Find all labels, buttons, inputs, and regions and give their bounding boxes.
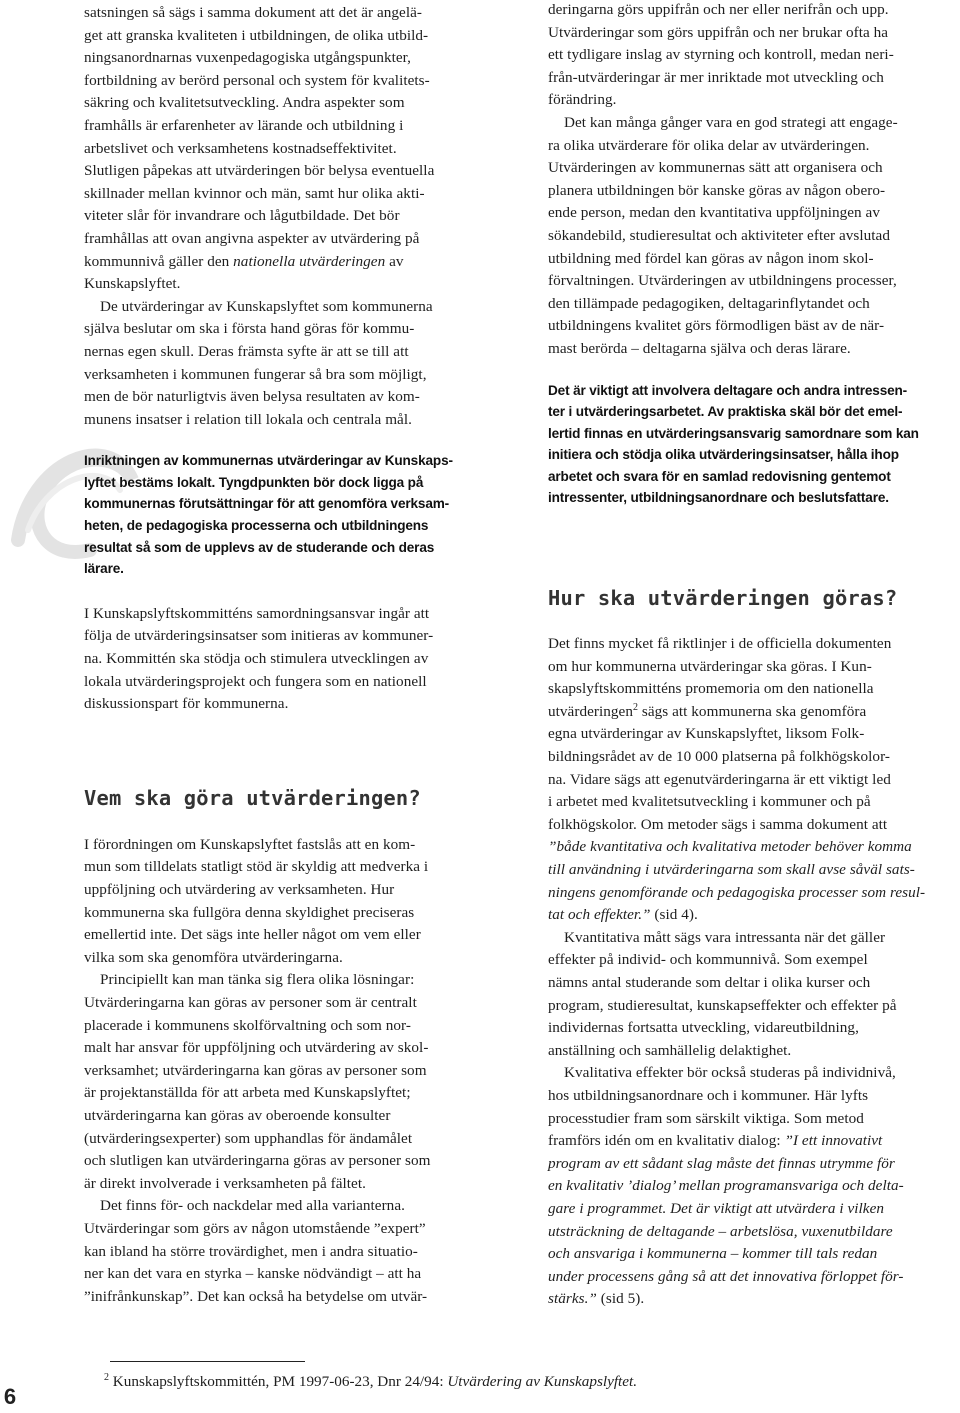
text-line: ner kan det vara en styrka – kanske nödvändigt – att ha (84, 1265, 422, 1283)
paragraph-committee-responsibility (84, 603, 494, 716)
text-line: utbildningens kvalitet görs förmodligen bäst av de när- (548, 317, 885, 335)
text-line: Utvärderingar som görs av någon utomstående ”expert” (84, 1219, 426, 1237)
text-line: program, studieresultat, kunskapseffekter och effekter på (548, 996, 897, 1014)
quote-line (548, 1153, 960, 1176)
section-heading-who: Vem ska göra utvärderingen? (84, 785, 421, 810)
text-span: framförs idén om en kvalitativ dialog: (548, 1132, 785, 1150)
text-line: Det finns för- och nackdelar med alla varianterna. (100, 1197, 405, 1215)
text-line: viteter slår för invandrare och lågutbildade. Det bör (84, 207, 400, 225)
italic-quote: program av ett sådant slag måste det finnas utrymme för (548, 1154, 895, 1172)
text-line: individernas fortsatta utveckling, vidareutbildning, (548, 1019, 859, 1037)
quote-line (548, 904, 960, 927)
text-line (84, 251, 494, 274)
text-line: utvärderingarna kan göras av oberoende konsulter (84, 1106, 391, 1124)
text-line (548, 701, 960, 724)
quote-line (548, 882, 960, 905)
italic-quote: stärks.” (548, 1290, 597, 1308)
footnote-number: 2 (104, 1372, 109, 1383)
text-line: Principiellt kan man tänka sig flera olika lösningar: (100, 971, 415, 989)
text-line: ende person, medan den kvantitativa uppföljningen av (548, 204, 880, 222)
highlight-box-involvement (548, 380, 960, 510)
text-line: vilka som ska genomföra utvärderingarna. (84, 948, 343, 966)
text-line: från-utvärderingar är mer inriktade mot utveckling och (548, 68, 884, 86)
text-line: effekter på individ- och kommunnivå. Som exempel (548, 951, 868, 969)
text-line: ra olika utvärderare för olika delar av utvärderingen. (548, 136, 870, 154)
text-line: Utvärderingarna kan göras av personer som är centralt (84, 993, 417, 1011)
section-heading-how: Hur ska utvärderingen göras? (548, 586, 898, 611)
text-line: uppföljning och utvärdering av verksamheten. Hur (84, 881, 395, 898)
text-line: förvaltningen. Utvärderingen av utbildningens processer, (548, 272, 897, 290)
text-line: arbetslivet och verksamhetens kostnadseffektivitet. (84, 139, 397, 157)
text-span: utvärderingen (548, 702, 633, 720)
text-line: Utvärderingen av kommunernas sätt att organisera och (548, 159, 883, 177)
bold-line: resultat så som de upplevs av de studerande och deras (84, 539, 435, 555)
text-line: verksamhet; utvärderingarna kan göras av personer som (84, 1061, 427, 1079)
citation: (sid 4). (650, 906, 698, 924)
footnote-ref: 2 (633, 701, 639, 713)
text-line: utbildning med fördel kan göras av någon inom skol- (548, 249, 874, 267)
bold-line: arbetet och svara för en samlad redovisning gentemot (548, 468, 891, 484)
italic-quote: under processens gång så att det innovativa förloppet för- (548, 1267, 904, 1285)
text-line: Slutligen påpekas att utvärderingen bör belysa eventuella (84, 162, 435, 180)
text-line: bildningsrådet av de 10 000 platserna på folkhögskolor- (548, 748, 890, 766)
italic-quote: utsträckning de deltagande – arbetslösa, vuxenutbildare (548, 1222, 893, 1240)
highlight-box-direction (84, 450, 494, 580)
text-line: folkhögskolor. Om metoder sägs i samma dokument att (548, 815, 888, 833)
paragraph-solutions (84, 969, 494, 1195)
quote-line (548, 1198, 960, 1221)
text-line: deringarna görs uppifrån och ner eller nerifrån och upp. (548, 1, 889, 18)
italic-quote: till användning i utvärderingarna som skall avse såväl sats- (548, 861, 915, 878)
bold-line: kommunernas förutsättningar för att genomföra verksam- (84, 496, 450, 512)
text-line: kan ibland ha större trovärdighet, men i andra situatio- (84, 1242, 418, 1260)
paragraph-top-down (548, 0, 960, 112)
text-line: skapslyftskommitténs promemoria om den nationella (548, 680, 874, 698)
text-line: själva beslutar om ska i första hand göras för kommu- (84, 320, 415, 338)
bold-line: heten, de pedagogiska processerna och utbildningens (84, 518, 429, 534)
text-line: Kvalitativa effekter bör också studeras på individnivå, (564, 1064, 896, 1082)
quote-line (548, 1288, 960, 1311)
text-line: satsningen så sägs i samma dokument att det är angelä- (84, 4, 422, 21)
page-number: 6 (3, 1384, 17, 1409)
text-line: och slutligen kan utvärderingarna göras av personer som (84, 1152, 431, 1170)
text-line: nämns antal studerande som deltar i olika kurser och (548, 973, 871, 991)
text-line: mast berörda – deltagarna själva och deras lärare. (548, 339, 851, 357)
text-line: ningsanordnarnas vuxenpedagogiska utgångspunkter, (84, 49, 412, 67)
text-line: Det kan många gånger vara en god strategi att engage- (564, 113, 898, 131)
text-line (548, 1130, 960, 1153)
quote-line (548, 1243, 960, 1266)
italic-quote: tat och effekter.” (548, 906, 651, 924)
italic-quote: ”både kvantitativa och kvalitativa metoder behöver komma (548, 838, 912, 856)
text-line: framhållas att ovan angivna aspekter av utvärdering på (84, 229, 420, 247)
text-line: get att granska kvaliteten i utbildningen, de olika utbild- (84, 26, 429, 44)
text-line: mun som tilldelats statligt stöd är skyldig att medverka i (84, 858, 429, 876)
footnote (104, 1370, 637, 1394)
text-line: I förordningen om Kunskapslyftet fastslås att en kom- (84, 835, 416, 853)
text-line: fortbildning av berörd personal och system för kvalitets- (84, 71, 430, 89)
text-span: sägs att kommunerna ska genomföra (638, 702, 867, 720)
text-line: planera utbildningen bör kanske göras av någon obero- (548, 181, 886, 199)
paragraph-guidelines (548, 633, 960, 927)
text-line: I Kunskapslyftskommitténs samordningsansvar ingår att (84, 604, 430, 622)
text-line: munens insatser i relation till lokala och centrala mål. (84, 410, 412, 428)
text-line: Det finns mycket få riktlinjer i de officiella dokumenten (548, 635, 892, 653)
text-line: Utvärderingar som görs uppifrån och ner brukar ofta ha (548, 23, 889, 41)
right-column (548, 0, 960, 1311)
text-line: processtudier fram som särskilt viktiga. Som metod (548, 1109, 864, 1127)
text-line: hos utbildningsanordnare och i kommuner. Här lyfts (548, 1086, 869, 1104)
quote-line (548, 1175, 960, 1198)
text-line: förändring. (548, 91, 617, 109)
text-line: är direkt involverade i verksamheten på fältet. (84, 1174, 366, 1192)
intro-paragraph (84, 2, 494, 296)
text-line: placerade i kommunens skolförvaltning och som nor- (84, 1016, 411, 1034)
text-line: Kvantitativa mått sägs vara intressanta när det gäller (564, 928, 886, 946)
bold-line: initiera och stödja olika utvärderingsinsatser, hålla ihop (548, 447, 899, 463)
text-line: diskussionspart för kommunerna. (84, 695, 289, 713)
footnote-divider (110, 1361, 305, 1362)
italic-quote: ningens genomförande och pedagogiska processer som resul- (548, 883, 926, 901)
text-line: säkring och kvalitetsutveckling. Andra aspekter som (84, 94, 405, 112)
bold-line: lärare. (84, 561, 124, 577)
text-line: na. Vidare sägs att egenutvärderingarna är ett viktigt led (548, 770, 891, 788)
quote-line (548, 836, 960, 859)
italic-term: nationella utvärderingen (233, 252, 386, 270)
text-line: lokala utvärderingsprojekt och fungera som en nationell (84, 672, 427, 690)
paragraph-local-evaluations (84, 296, 494, 432)
quote-line (548, 1266, 960, 1289)
text-line: De utvärderingar av Kunskapslyftet som kommunerna (100, 297, 433, 315)
text-line: Kunskapslyftet. (84, 275, 181, 293)
text-span: kommunnivå gäller den (84, 252, 234, 270)
text-span: av (385, 252, 404, 270)
text-line: (utvärderingsexperter) som upphandlas för ändamålet (84, 1129, 413, 1147)
left-column (84, 0, 494, 1308)
citation: (sid 5). (596, 1290, 645, 1308)
text-line: ”inifrånkunskap”. Det kan också ha betydelse om utvär- (84, 1287, 428, 1305)
text-line: nernas egen skull. Deras främsta syfte är att se till att (84, 342, 409, 360)
footnote-title: Utvärdering av Kunskapslyftet. (447, 1373, 638, 1390)
quote-line (548, 1221, 960, 1244)
paragraph-regulation (84, 834, 494, 970)
bold-line: lertid finnas en utvärderingsansvarig samordnare som kan (548, 425, 919, 441)
text-line: den tillämpade pedagogiken, deltagarinflytandet och (548, 294, 870, 312)
italic-quote: ”I ett innovativt (784, 1132, 883, 1150)
text-line: egna utvärderingar av Kunskapslyftet, liksom Folk- (548, 725, 865, 743)
footnote-text: Kunskapslyftskommittén, PM 1997-06-23, Dnr 24/94: (109, 1373, 448, 1390)
bold-line: Det är viktigt att involvera deltagare och andra intressen- (548, 382, 908, 398)
text-line: följa de utvärderingsinsatser som initieras av kommuner- (84, 627, 434, 645)
italic-quote: och ansvariga i kommunerna – kommer till tals redan (548, 1245, 878, 1263)
quote-line (548, 859, 960, 882)
paragraph-quantitative (548, 927, 960, 1063)
text-line: men de bör naturligtvis även belysa resultaten av kom- (84, 388, 420, 406)
text-line: skillnader mellan kvinnor och män, samt hur olika akti- (84, 184, 425, 202)
text-line: emellertid inte. Det sägs inte heller något om vem eller (84, 926, 421, 944)
text-line: om hur kommunerna utvärderingar ska göras. I Kun- (548, 657, 872, 675)
text-line: kommunerna ska fullgöra denna skyldighet preciseras (84, 903, 415, 921)
text-line: framhålls är erfarenheter av lärande och utbildning i (84, 116, 404, 134)
text-line: verksamheten i kommunen fungerar så bra som möjligt, (84, 365, 427, 383)
text-line: anställning och samhällelig delaktighet. (548, 1041, 792, 1059)
text-line: ett tydligare inslag av styrning och kontroll, medan neri- (548, 46, 894, 64)
bold-line: Inriktningen av kommunernas utvärderingar av Kunskaps- (84, 453, 453, 469)
bold-line: intressenter, utbildningsanordnare och beslutsfattare. (548, 490, 889, 506)
paragraph-pros-cons (84, 1195, 494, 1308)
text-line: i arbetet med kvalitetsutveckling i kommuner och på (548, 793, 871, 811)
italic-quote: gare i programmet. Det är viktigt att utvärdera i vilken (548, 1199, 885, 1217)
bold-line: ter i utvärderingsarbetet. Av praktiska skäl bör det emel- (548, 404, 903, 420)
text-line: sökandebild, studieresultat och aktiviteter efter avslutad (548, 226, 890, 244)
bold-line: lyftet bestäms lokalt. Tyngdpunkten bör dock ligga på (84, 474, 424, 490)
paragraph-qualitative (548, 1062, 960, 1311)
text-line: malt har ansvar för uppföljning och utvärdering av skol- (84, 1039, 429, 1057)
italic-quote: en kvalitativ ’dialog’ mellan programansvariga och delta- (548, 1177, 904, 1195)
text-line: na. Kommittén ska stödja och stimulera utvecklingen av (84, 650, 429, 668)
paragraph-strategy (548, 112, 960, 361)
text-line: är projektanställda för att arbeta med Kunskapslyftet; (84, 1084, 411, 1102)
